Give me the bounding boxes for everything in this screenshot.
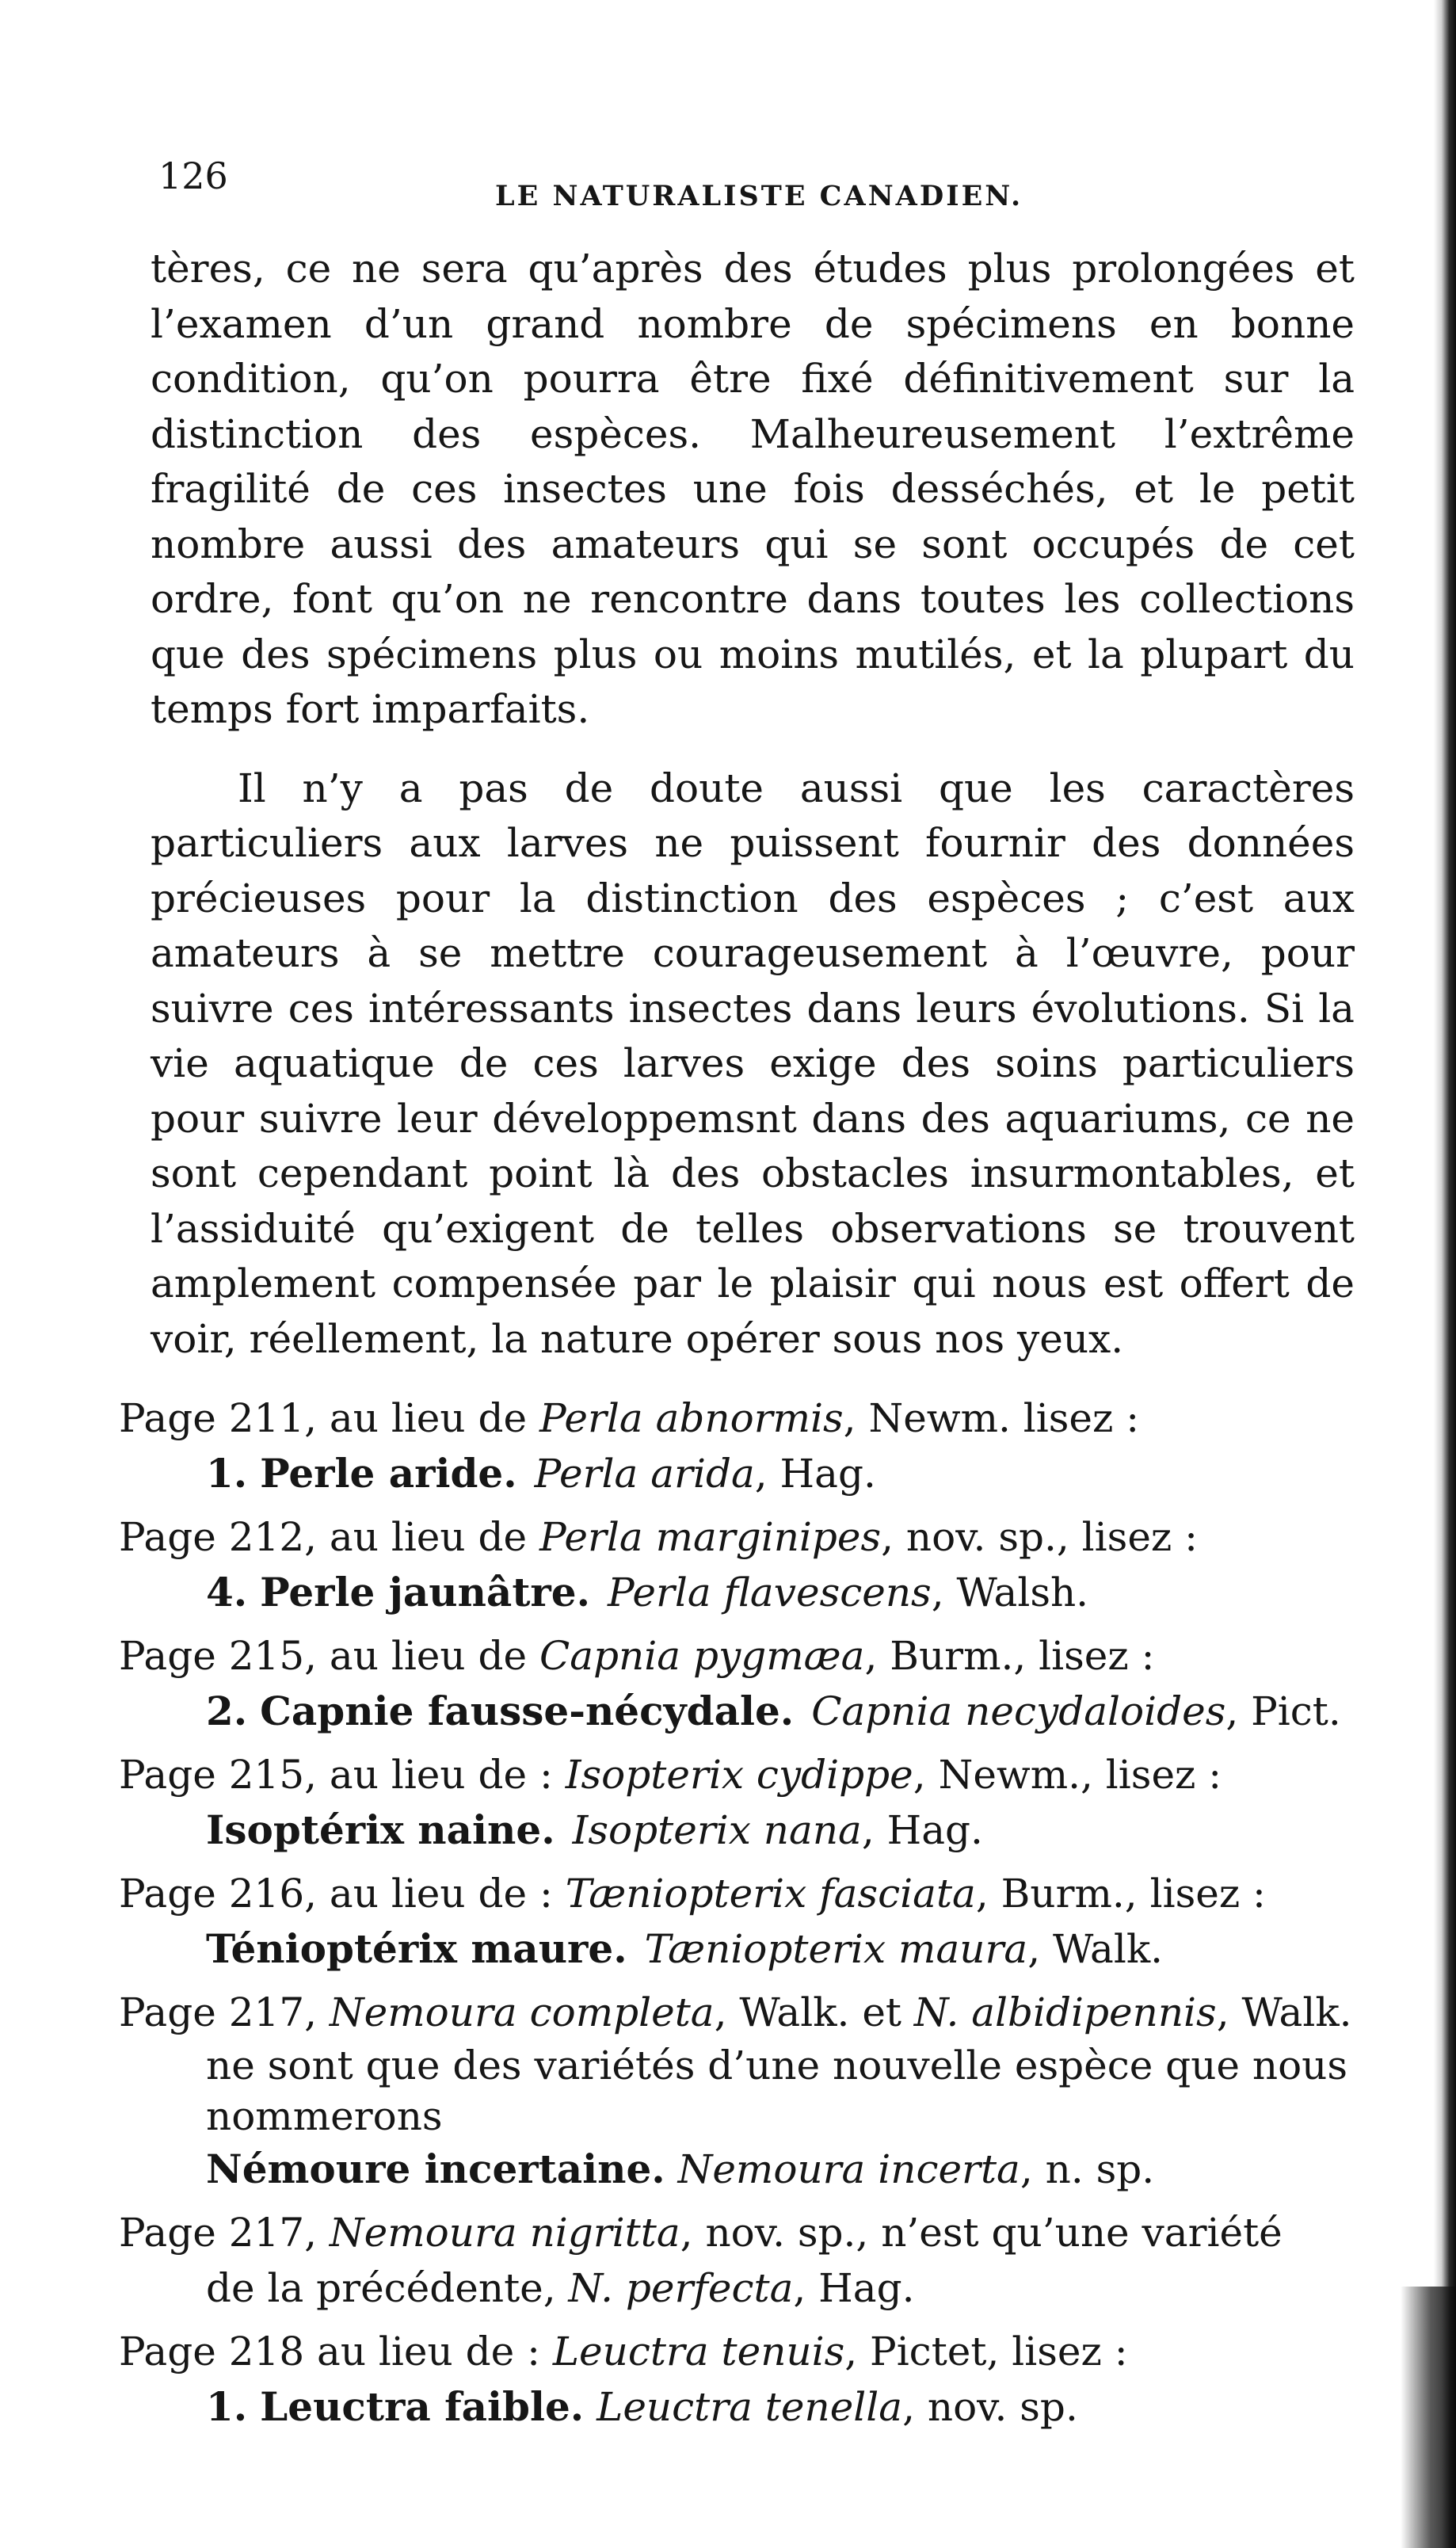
page-edge-shadow [1434,0,1456,2548]
errata-line [119,2324,1355,2379]
errata-correction [119,1565,1355,1620]
errata-entry-217a [119,1985,1355,2197]
errata-entry [119,1747,1355,1858]
correction-author: , nov. sp. [902,2384,1078,2430]
errata-line [119,1747,1355,1802]
errata-mid: , Walk. et [714,1989,914,2035]
errata-prefix: Page 218 au lieu de : [119,2329,553,2374]
errata-line [119,1866,1355,1921]
correction-number: 1. [206,2383,248,2430]
page-corner-shadow [1401,2287,1456,2548]
correction-number: 4. [206,1569,248,1615]
correction-common-name: Ténioptérix maure. [206,1925,627,1972]
errata-entry [119,1866,1355,1977]
errata-entry-217b [119,2205,1355,2316]
correction-latin-name: Nemoura incerta [677,2146,1020,2192]
errata-wrong-name: Capnia pygmæa [539,1633,865,1679]
correction-author: , Pict. [1225,1688,1341,1734]
errata-correction [119,1921,1355,1977]
paragraph: tères, ce ne sera qu’après des études plus prolongées et l’examen d’un grand nombre de spécimens en bonne condition, qu’on pourra être fixé définitivement sur la distinction des espèces. Malheureusement l’extrême fragilité de ces insectes une fois desséchés, et le petit nombre aussi des amateurs qui se sont occupés de cet ordre, font qu’on ne rencontre dans toutes les collections que des spécimens plus ou moins mutilés, et la plupart du temps fort imparfaits. [151,246,1355,732]
errata-list [119,1390,1355,2443]
errata-suffix: , Burm., lisez : [864,1633,1155,1679]
errata-correction [119,1802,1355,1858]
errata-wrong-name: Tæniopterix fasciata [565,1871,976,1917]
running-title: LE NATURALISTE CANADIEN. [495,180,1023,212]
continuation-name: N. perfecta [568,2265,794,2311]
errata-prefix: Page 217, [119,2210,330,2256]
correction-author: , Hag. [861,1807,983,1853]
errata-prefix: Page 215, au lieu de [119,1633,539,1679]
errata-prefix: Page 217, [119,1989,330,2035]
page-number: 126 [158,154,228,197]
errata-entry [119,1509,1355,1620]
errata-prefix: Page 212, au lieu de [119,1514,539,1560]
correction-author: , Hag. [754,1451,876,1497]
continuation-author: , Hag. [793,2265,915,2311]
errata-correction [119,2142,1355,2197]
errata-suffix: , nov. sp., lisez : [881,1514,1198,1560]
correction-common-name: Perle aride. [260,1450,517,1497]
errata-line [119,1390,1355,1446]
errata-note: ne sont que des variétés d’une nouvelle espèce que nous nommerons [206,2043,1348,2139]
errata-prefix: Page 215, au lieu de : [119,1752,566,1798]
errata-name: Nemoura nigritta [329,2210,680,2256]
correction-common-name: Leuctra faible. [260,2383,585,2430]
continuation-text: de la précédente, [206,2265,569,2311]
errata-wrong-name: Perla marginipes [539,1514,882,1560]
errata-correction [119,1446,1355,1501]
correction-common-name: Némoure incertaine. [206,2146,665,2192]
errata-line [119,1628,1355,1684]
errata-entry [119,1628,1355,1739]
paragraph: Il n’y a pas de doute aussi que les caractères particuliers aux larves ne puissent fournir des données précieuses pour la distinction des espèces ; c’est aux amateurs à se mettre courageusement à l’œuvre, pour suivre ces intéressants insectes dans leurs évolutions. Si la vie aquatique de ces larves exige des soins particuliers pour suivre leur développemsnt dans des aquariums, ce ne sont cependant point là des obstacles insurmontables, et l’assiduité qu’exigent de telles observations se trouvent amplement compensée par le plaisir qui nous est offert de voir, réellement, la nature opérer sous nos yeux. [151,765,1355,1362]
correction-common-name: Capnie fausse-nécydale. [260,1688,795,1734]
errata-wrong-name: Isopterix cydippe [565,1752,913,1798]
errata-entry-218 [119,2324,1355,2435]
errata-suffix: , nov. sp., n’est qu’une variété [680,2210,1283,2256]
correction-number: 1. [206,1450,248,1497]
correction-latin-name: Tæniopterix maura [644,1926,1028,1972]
errata-wrong-name: Leuctra tenuis [552,2329,845,2374]
errata-prefix: Page 216, au lieu de : [119,1871,566,1917]
errata-line [119,1985,1355,2040]
errata-correction [119,2379,1355,2435]
errata-suffix: , Burm., lisez : [975,1871,1266,1917]
correction-author: , n. sp. [1020,2146,1155,2192]
errata-suffix: , Newm. lisez : [843,1395,1140,1441]
correction-common-name: Isoptérix naine. [206,1806,555,1853]
correction-latin-name: Perla flavescens [607,1570,932,1615]
correction-latin-name: Capnia necydaloides [811,1688,1226,1734]
correction-common-name: Perle jaunâtre. [260,1569,590,1615]
errata-suffix: , Pictet, lisez : [844,2329,1128,2374]
errata-wrong-name: Perla abnormis [539,1395,844,1441]
errata-name: Nemoura completa [329,1989,715,2035]
errata-line [119,1509,1355,1565]
errata-line [119,2205,1355,2260]
errata-name: N. albidipennis [913,1989,1217,2035]
errata-suffix: , Walk. [1216,1989,1352,2035]
errata-suffix: , Newm., lisez : [913,1752,1222,1798]
correction-author: , Walsh. [931,1570,1089,1615]
correction-author: , Walk. [1027,1926,1164,1972]
correction-latin-name: Perla arida [534,1451,755,1497]
errata-continuation [119,2260,1355,2316]
page-header [158,154,1347,218]
correction-latin-name: Isopterix nana [572,1807,862,1853]
errata-entry [119,1390,1355,1501]
correction-latin-name: Leuctra tenella [597,2384,903,2430]
correction-number: 2. [206,1688,248,1734]
errata-prefix: Page 211, au lieu de [119,1395,539,1441]
errata-correction [119,1684,1355,1739]
body-text [151,242,1355,1390]
